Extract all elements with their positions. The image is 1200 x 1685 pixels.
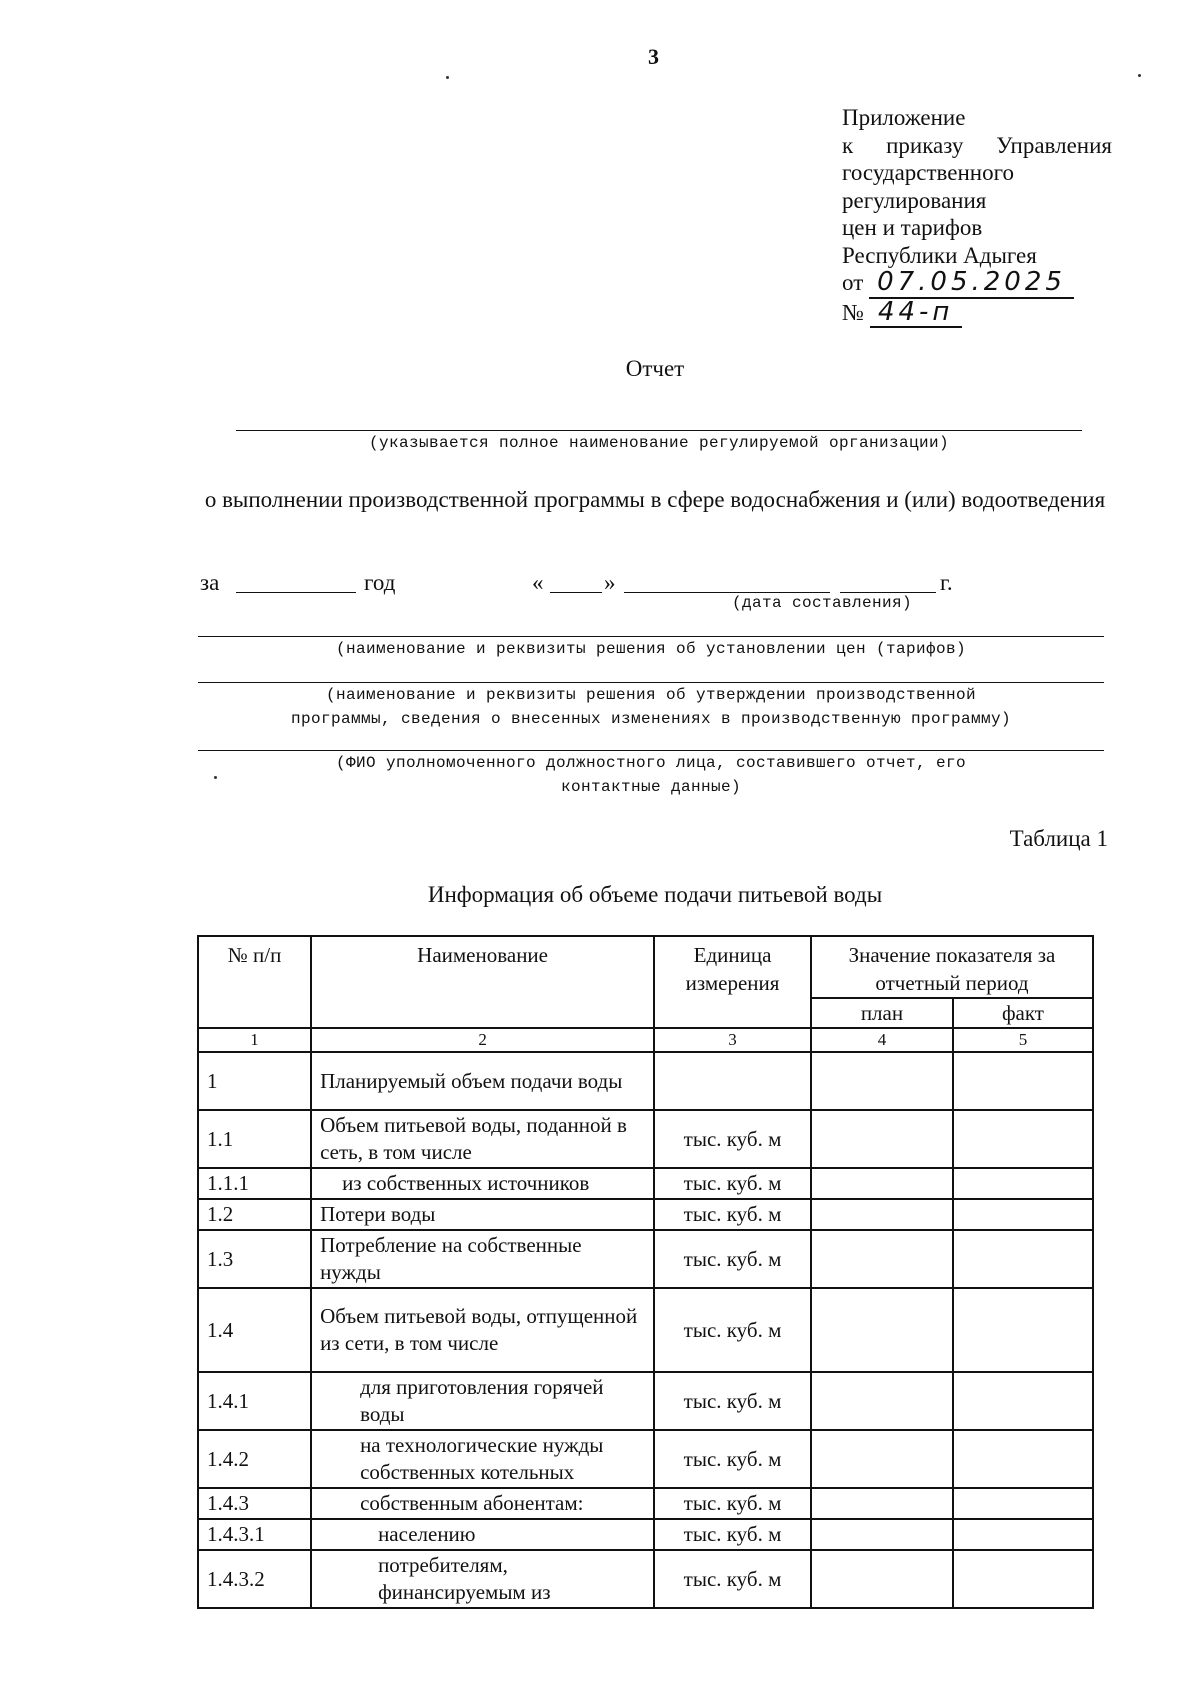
number-prefix: № [842,299,864,325]
row-unit [654,1052,811,1110]
day-blank [550,592,602,593]
date-caption: (дата составления) [732,594,913,612]
year-suffix: г. [940,570,953,595]
row-unit: тыс. куб. м [654,1199,811,1230]
water-volume-table [197,935,1094,1609]
row-fact [953,1168,1093,1199]
org-name-line [236,430,1082,431]
appendix-line: Приложение [842,105,966,130]
program-decision-caption-1: (наименование и реквизиты решения об утверждении производственной [325,686,977,704]
row-name: Потери воды [311,1199,654,1230]
scan-speck [1138,74,1141,77]
row-fact [953,1110,1093,1168]
page-number: 3 [648,44,659,69]
row-name: потребителям, финансируемым из [311,1550,654,1608]
table-label: Таблица 1 [1009,826,1108,851]
header-value: Значение показателя за отчетный период [811,936,1093,998]
appendix-word: приказу [886,132,964,158]
row-unit: тыс. куб. м [654,1230,811,1288]
appendix-date-line [842,269,1112,299]
row-fact [953,1550,1093,1608]
row-fact [953,1430,1093,1488]
row-plan [811,1550,953,1608]
table-row [198,1230,1093,1288]
row-num: 1 [198,1052,311,1110]
table-row [198,1519,1093,1550]
row-unit: тыс. куб. м [654,1550,811,1608]
quote-open: « [532,570,544,595]
appendix-line: регулирования [842,187,987,213]
table-row [198,1110,1093,1168]
header-plan: план [811,998,953,1028]
row-name: Планируемый объем подачи воды [311,1052,654,1110]
column-number: 1 [198,1028,311,1052]
row-unit: тыс. куб. м [654,1488,811,1519]
row-unit: тыс. куб. м [654,1288,811,1372]
official-caption-1: (ФИО уполномоченного должностного лица, составившего отчет, его [335,754,967,772]
month-blank [624,592,830,593]
official-line [198,750,1104,751]
appendix-word: Управления [996,132,1112,158]
table-row [198,1288,1093,1372]
header-name: Наименование [311,936,654,1028]
appendix-line: цен и тарифов [842,215,983,240]
appendix-line: государственного [842,160,1014,185]
row-plan [811,1230,953,1288]
row-num: 1.1 [198,1110,311,1168]
row-fact [953,1288,1093,1372]
row-plan [811,1168,953,1199]
appendix-order-line [842,132,1112,160]
year-blank [236,592,356,593]
column-number: 4 [811,1028,953,1052]
table-row [198,1052,1093,1110]
row-name: из собственных источников [311,1168,654,1199]
row-num: 1.1.1 [198,1168,311,1199]
row-plan [811,1372,953,1430]
column-number: 5 [953,1028,1093,1052]
row-plan [811,1288,953,1372]
table-row [198,1488,1093,1519]
table-row [198,1550,1093,1608]
row-name: Объем питьевой воды, отпущенной из сети, в том числе [311,1288,654,1372]
handwritten-number: 44-п [870,299,962,329]
report-subtitle: о выполнении производственной программы в сфере водоснабжения и (или) водоотведения [204,487,1106,512]
official-caption-2: контактные данные) [560,778,742,796]
handwritten-date: 07.05.2025 [869,269,1074,299]
appendix-block [842,104,1112,328]
row-unit: тыс. куб. м [654,1430,811,1488]
row-fact [953,1519,1093,1550]
row-num: 1.4.1 [198,1372,311,1430]
row-plan [811,1199,953,1230]
header-num: № п/п [198,936,311,1028]
row-name: Объем питьевой воды, поданной в сеть, в том числе [311,1110,654,1168]
org-caption: (указывается полное наименование регулируемой организации) [368,434,950,452]
row-unit: тыс. куб. м [654,1519,811,1550]
row-fact [953,1199,1093,1230]
report-title: Отчет [625,356,685,381]
column-number: 3 [654,1028,811,1052]
row-fact [953,1230,1093,1288]
table-title: Информация об объеме подачи питьевой воды [427,882,883,907]
appendix-line: Республики Адыгея [842,242,1037,268]
row-plan [811,1052,953,1110]
table-row [198,1372,1093,1430]
header-unit: Единица измерения [654,936,811,1028]
table-row [198,1430,1093,1488]
row-name: населению [311,1519,654,1550]
year-label: год [364,570,396,595]
program-decision-caption-2: программы, сведения о внесенных изменениях в производственную программу) [290,710,1012,728]
quote-close: » [604,570,616,595]
row-unit: тыс. куб. м [654,1110,811,1168]
appendix-word: к [842,132,854,158]
row-num: 1.4.3.2 [198,1550,311,1608]
row-fact [953,1372,1093,1430]
row-unit: тыс. куб. м [654,1168,811,1199]
row-num: 1.4.3 [198,1488,311,1519]
row-num: 1.3 [198,1230,311,1288]
row-name: Потребление на собственные нужды [311,1230,654,1288]
row-fact [953,1488,1093,1519]
table-row [198,1168,1093,1199]
header-fact: факт [953,998,1093,1028]
row-num: 1.4 [198,1288,311,1372]
row-plan [811,1110,953,1168]
period-prefix: за [200,570,220,595]
row-num: 1.4.2 [198,1430,311,1488]
date-prefix: от [842,270,864,295]
column-number-row [198,1028,1093,1052]
row-fact [953,1052,1093,1110]
appendix-number-line [842,296,1112,329]
tariff-decision-caption: (наименование и реквизиты решения об установлении цен (тарифов) [335,640,967,658]
year-blank-2 [840,592,936,593]
table-row [198,1199,1093,1230]
row-plan [811,1430,953,1488]
row-num: 1.2 [198,1199,311,1230]
program-decision-line [198,682,1104,683]
column-number: 2 [311,1028,654,1052]
row-plan [811,1519,953,1550]
scan-speck [446,76,449,79]
row-name: для приготовления горячей воды [311,1372,654,1430]
row-plan [811,1488,953,1519]
tariff-decision-line [198,636,1104,637]
row-unit: тыс. куб. м [654,1372,811,1430]
row-num: 1.4.3.1 [198,1519,311,1550]
row-name: собственным абонентам: [311,1488,654,1519]
row-name: на технологические нужды собственных котельных [311,1430,654,1488]
